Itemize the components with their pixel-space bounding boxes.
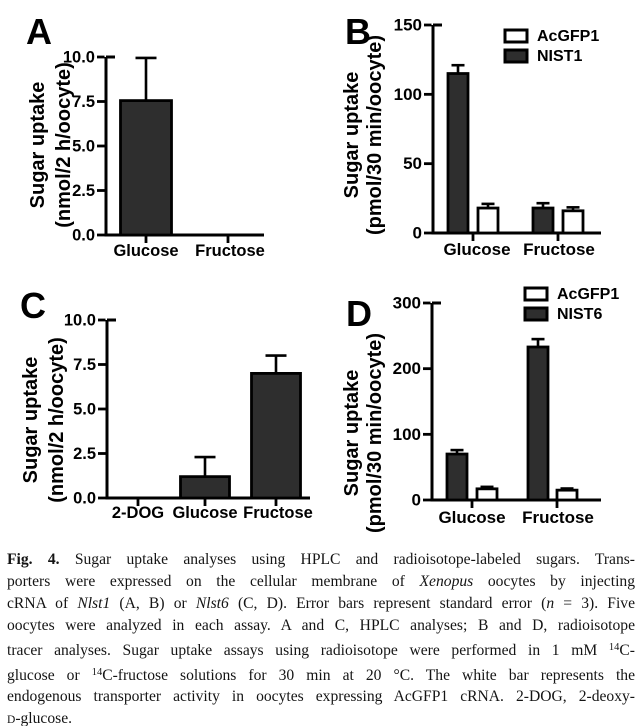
caption-text: 14 [608,641,620,653]
caption-text: 14 [91,666,103,678]
y-tick-label: 100 [392,424,421,444]
bar-glucose-acgfp1 [478,208,498,233]
panel-letter-b: B [345,11,371,52]
y-tick-label: 0.0 [73,489,96,508]
caption-line [7,708,635,726]
x-category-label: Fructose [523,240,595,259]
legend-label-nist1: NIST1 [537,48,583,65]
x-category-label: Fructose [243,504,313,522]
legend-swatch-nist6 [525,308,547,320]
panel-a-chart [0,0,320,272]
caption-text: oocytes by injecting [473,572,635,590]
x-category-label: Fructose [522,508,594,527]
panel-a-svg [0,0,320,272]
panel-b-chart [320,0,641,272]
caption-line [7,686,635,708]
bar-fructose-acgfp1 [557,490,577,500]
y-tick-label: 300 [392,293,421,313]
bar-glucose [121,101,172,235]
x-category-label: Glucose [438,508,506,527]
legend-label-nist6: NIST6 [557,306,603,323]
legend-swatch-acgfp1 [505,30,527,42]
bar-fructose [252,373,301,498]
y-tick-label: 7.5 [72,93,95,111]
bar-glucose [181,477,230,498]
y-tick-label: 0 [412,223,422,243]
panel-letter-c: C [20,285,46,326]
caption-text: Nlst6 [195,594,229,612]
bar-glucose-nist1 [448,74,468,233]
caption-text: cRNA of [7,594,78,612]
y-axis-label-line2: (nmol/2 h/oocyte) [46,337,68,503]
y-tick-label: 5.0 [72,137,95,156]
y-tick-label: 5.0 [73,400,96,419]
caption-text: n [546,594,555,612]
y-axis-label-line2: (nmol/2 h/oocyte) [53,62,75,228]
caption-text: -glucose. [15,710,73,726]
caption-text: (A, B) or [110,594,196,612]
x-category-label: 2-DOG [111,504,165,522]
panel-c-svg [0,270,320,555]
y-axis-label-line1: Sugar uptake [341,71,363,199]
y-tick-label: 2.5 [73,445,96,463]
caption-text: glucose or [7,666,92,684]
panel-c-chart [0,270,320,555]
y-axis-label-line1: Sugar uptake [20,356,42,484]
caption-figure-label: Fig. 4. [7,551,60,568]
panel-b-svg [320,0,641,272]
x-category-label: Fructose [195,242,265,260]
y-tick-label: 100 [393,84,422,104]
y-tick-label: 10.0 [62,48,95,67]
caption-text: endogenous transporter activity in oocytes expressing AcGFP1 cRNA. 2-DOG, 2-deoxy- [7,688,635,706]
x-category-label: Glucose [443,240,511,259]
caption-text: Sugar uptake analyses using HPLC and radioisotope-labeled sugars. Trans- [59,551,635,568]
bar-glucose-nist6 [447,454,467,500]
y-axis-label-line1: Sugar uptake [341,369,363,497]
legend-swatch-acgfp1 [525,288,547,300]
panel-d-chart [320,270,641,560]
caption-line [7,662,635,687]
y-axis-label-line1: Sugar uptake [27,81,49,209]
caption-line [7,571,635,593]
caption-text: D [7,714,16,726]
y-tick-label: 200 [392,359,421,379]
figure-caption [7,549,635,726]
y-tick-label: 0 [411,490,421,510]
y-tick-label: 150 [393,15,422,35]
y-tick-label: 10.0 [63,311,96,330]
y-tick-label: 7.5 [73,356,96,374]
legend-swatch-nist1 [505,50,527,62]
caption-line [7,637,635,662]
bar-fructose-acgfp1 [563,211,583,233]
panel-letter-a: A [26,11,52,52]
caption-text: Xenopus [419,572,474,590]
panel-letter-d: D [346,293,372,334]
caption-text: porters were expressed on the cellular membrane of [7,572,420,590]
y-tick-label: 0.0 [72,226,95,245]
caption-text: (C, D). Error bars represent standard error ( [228,594,547,612]
bar-fructose-nist1 [533,208,553,233]
caption-text: = 3). Five [554,594,636,612]
bar-fructose-nist6 [528,347,548,500]
panel-d-svg [320,270,641,560]
x-category-label: Glucose [113,242,179,260]
caption-text: Nlst1 [77,594,111,612]
caption-text: C- [619,641,635,659]
caption-text: oocytes were analyzed in each assay. A and C, HPLC analyses; B and D, radioisotope [7,616,635,634]
caption-text: tracer analyses. Sugar uptake assays using radioisotope were performed in 1 mM [7,641,609,659]
y-tick-label: 2.5 [72,182,95,200]
bar-glucose-acgfp1 [477,489,497,500]
caption-text: C-fructose solutions for 30 min at 20 °C. The white bar represents the [102,666,635,684]
caption-line [7,615,635,637]
caption-line [7,549,635,571]
y-tick-label: 50 [403,154,422,174]
legend-label-acgfp1: AcGFP1 [537,28,600,45]
legend-label-acgfp1: AcGFP1 [557,286,620,303]
y-axis-label-line2: (pmol/30 min/oocyte) [364,34,386,236]
caption-line [7,593,635,615]
y-axis-label-line2: (pmol/30 min/oocyte) [364,332,386,534]
x-category-label: Glucose [172,504,238,522]
